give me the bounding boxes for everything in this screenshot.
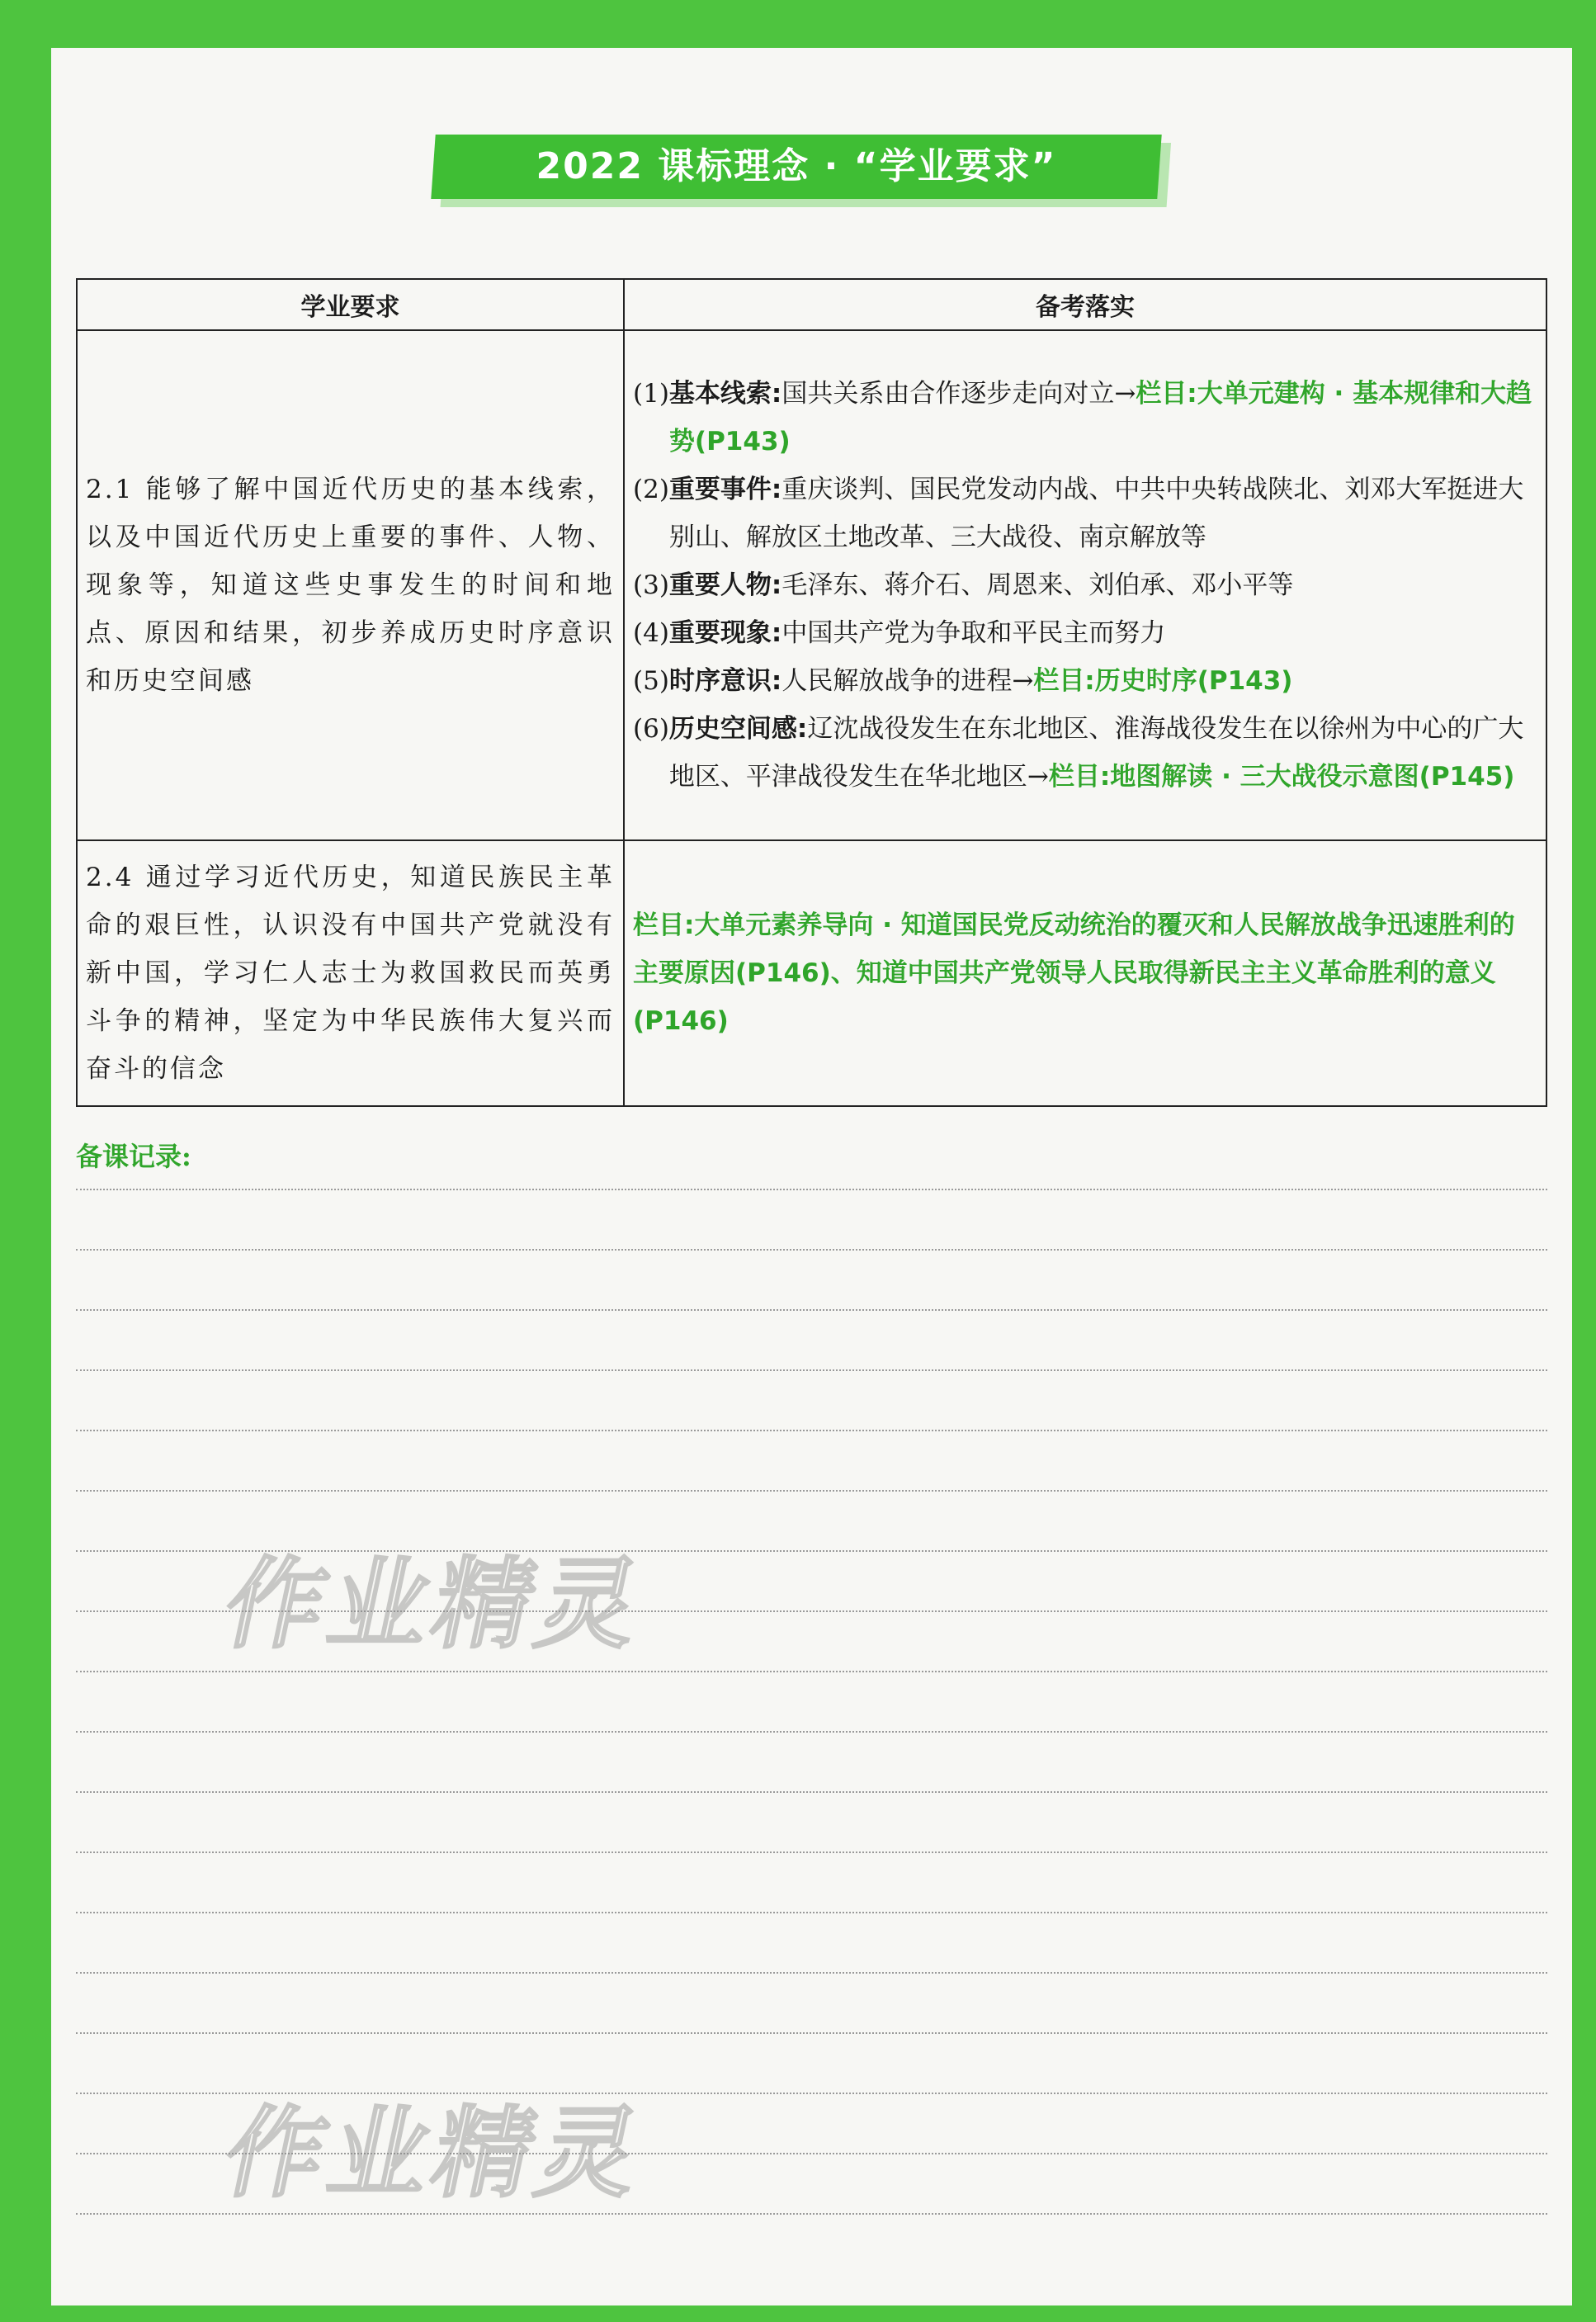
- page-title: 2022 课标理念 · “学业要求”: [536, 145, 1057, 187]
- list-item: [633, 370, 1537, 466]
- requirements-table: [76, 278, 1547, 1107]
- item-number: (3): [633, 570, 669, 600]
- requirement-cell: 2.1 能够了解中国近代历史的基本线索，以及中国近代历史上重要的事件、人物、现象等，知道这些史事发生的时间和地点、原因和结果，初步养成历史时序意识和历史空间感: [77, 330, 624, 840]
- note-line: [76, 1189, 1547, 1190]
- note-line: [76, 1912, 1547, 1913]
- notes-label: 备课记录:: [76, 1141, 191, 1172]
- item-keyword: 重要事件:: [668, 475, 782, 504]
- watermark: 作业精灵: [214, 2097, 655, 2211]
- note-line: [76, 1490, 1547, 1492]
- note-line: [76, 1430, 1547, 1431]
- header-requirement: 学业要求: [77, 279, 624, 330]
- requirement-cell: 2.4 通过学习近代历史，知道民族民主革命的艰巨性，认识没有中国共产党就没有新中国，学习仁人志士为救国救民而英勇斗争的精神，坚定为中华民族伟大复兴而奋斗的信念: [77, 840, 624, 1106]
- item-text: 国共关系由合作逐步走向对立→: [781, 379, 1136, 409]
- note-line: [76, 1731, 1547, 1733]
- list-item: [633, 466, 1537, 561]
- item-number: (2): [633, 475, 669, 504]
- item-text: 毛泽东、蒋介石、周恩来、刘伯承、邓小平等: [781, 570, 1294, 600]
- note-line: [76, 1249, 1547, 1251]
- item-number: (6): [633, 714, 669, 744]
- item-keyword: 重要人物:: [668, 570, 782, 600]
- item-reference: 栏目:大单元建构 · 基本规律和大趋势(P143): [668, 379, 1532, 456]
- item-reference: 栏目:历史时序(P143): [1033, 666, 1293, 696]
- note-line: [76, 1791, 1547, 1793]
- note-line: [76, 1851, 1547, 1853]
- table-row: [77, 330, 1546, 840]
- watermark: 作业精灵: [214, 1548, 655, 1662]
- item-number: (1): [633, 379, 669, 409]
- list-item: [633, 705, 1537, 801]
- item-keyword: 历史空间感:: [668, 714, 808, 744]
- implementation-cell: 栏目:大单元素养导向 · 知道国民党反动统治的覆灭和人民解放战争迅速胜利的主要原因(P146)、知道中国共产党领导人民取得新民主主义革命胜利的意义(P146): [624, 840, 1546, 1106]
- list-item: [633, 561, 1537, 609]
- list-item: [633, 657, 1537, 705]
- item-keyword: 基本线索:: [668, 379, 782, 409]
- list-item: [633, 609, 1537, 657]
- note-line: [76, 1972, 1547, 1974]
- note-line: [76, 2032, 1547, 2034]
- table-row: [77, 840, 1546, 1106]
- item-reference: 栏目:地图解读 · 三大战役示意图(P145): [1048, 762, 1515, 792]
- note-line: [76, 1671, 1547, 1672]
- item-number: (5): [633, 666, 669, 696]
- item-number: (4): [633, 618, 669, 648]
- header-implementation: 备考落实: [624, 279, 1546, 330]
- item-keyword: 重要现象:: [668, 618, 782, 648]
- item-keyword: 时序意识:: [668, 666, 782, 696]
- item-text: 重庆谈判、国民党发动内战、中共中央转战陕北、刘邓大军挺进大别山、解放区土地改革、三大战役、南京解放等: [668, 475, 1524, 552]
- item-text: 中国共产党为争取和平民主而努力: [781, 618, 1166, 648]
- implementation-cell: [624, 330, 1546, 840]
- page: [51, 48, 1572, 2305]
- item-text: 人民解放战争的进程→: [781, 666, 1034, 696]
- note-line: [76, 1369, 1547, 1371]
- note-line: [76, 1309, 1547, 1311]
- item-text: 辽沈战役发生在东北地区、淮海战役发生在以徐州为中心的广大地区、平津战役发生在华北地区→: [668, 714, 1524, 792]
